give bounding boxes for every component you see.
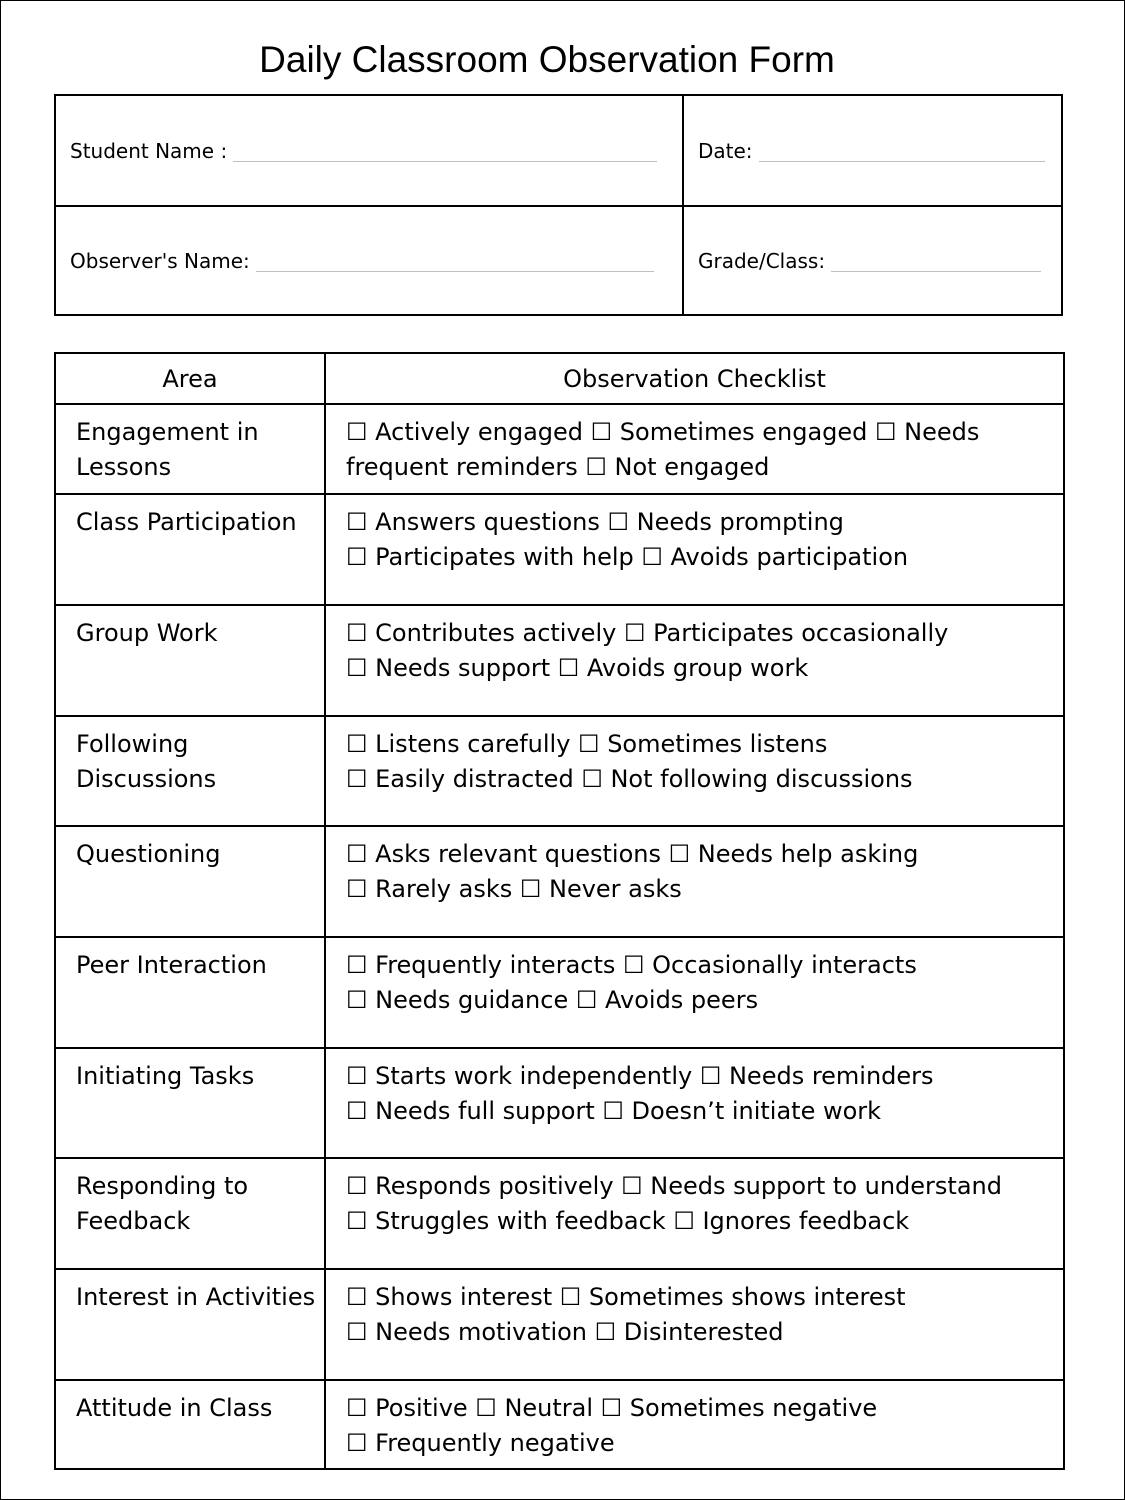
student-name-cell: [70, 96, 670, 205]
checklist-questioning-line1[interactable]: ☐ Asks relevant questions ☐ Needs help asking: [346, 840, 919, 868]
info-table: [54, 94, 1063, 316]
observation-table: [54, 352, 1065, 1470]
observer-name-label: Observer's Name:: [70, 248, 250, 273]
student-name-label: Student Name :: [70, 138, 228, 163]
checklist-following-discussions-line1[interactable]: ☐ Listens carefully ☐ Sometimes listens: [346, 730, 828, 758]
checklist-following-discussions-line2[interactable]: ☐ Easily distracted ☐ Not following discussions: [346, 765, 913, 793]
checklist-attitude-in-class-line1[interactable]: ☐ Positive ☐ Neutral ☐ Sometimes negative: [346, 1394, 878, 1422]
row-divider: [56, 1047, 1063, 1049]
checklist-interest-in-activities-line2[interactable]: ☐ Needs motivation ☐ Disinterested: [346, 1318, 784, 1346]
row-divider: [56, 1379, 1063, 1381]
table-column-divider: [324, 354, 326, 1468]
checklist-peer-interaction-line2[interactable]: ☐ Needs guidance ☐ Avoids peers: [346, 986, 759, 1014]
row-divider: [56, 604, 1063, 606]
form-title: Daily Classroom Observation Form: [259, 39, 835, 80]
date-cell: [698, 96, 1048, 205]
row-divider: [56, 715, 1063, 717]
checklist-questioning-line2[interactable]: ☐ Rarely asks ☐ Never asks: [346, 875, 682, 903]
checklist-interest-in-activities-line1[interactable]: ☐ Shows interest ☐ Sometimes shows interest: [346, 1283, 906, 1311]
row-divider: [56, 825, 1063, 827]
grade-class-cell: [698, 207, 1048, 314]
area-engagement-in-lessons: Engagement in Lessons: [76, 418, 259, 481]
row-divider: [56, 1268, 1063, 1270]
observer-name-field[interactable]: [256, 249, 654, 272]
date-field[interactable]: [759, 139, 1045, 162]
checklist-engagement-in-lessons[interactable]: ☐ Actively engaged ☐ Sometimes engaged ☐ Needs frequent reminders ☐ Not engaged: [346, 418, 980, 481]
checklist-group-work-line2[interactable]: ☐ Needs support ☐ Avoids group work: [346, 654, 809, 682]
grade-class-field[interactable]: [831, 249, 1041, 272]
checklist-class-participation-line1[interactable]: ☐ Answers questions ☐ Needs prompting: [346, 508, 844, 536]
student-name-field[interactable]: [233, 139, 657, 162]
area-questioning: Questioning: [76, 840, 221, 868]
area-following-discussions: Following Discussions: [76, 730, 217, 793]
header-area: Area: [162, 365, 218, 393]
area-group-work: Group Work: [76, 619, 218, 647]
checklist-attitude-in-class-line2[interactable]: ☐ Frequently negative: [346, 1429, 615, 1457]
row-divider: [56, 1157, 1063, 1159]
row-divider: [56, 493, 1063, 495]
checklist-responding-to-feedback-line1[interactable]: ☐ Responds positively ☐ Needs support to understand: [346, 1172, 1002, 1200]
grade-class-label: Grade/Class:: [698, 248, 826, 273]
row-divider: [56, 403, 1063, 405]
area-attitude-in-class: Attitude in Class: [76, 1394, 273, 1422]
checklist-initiating-tasks-line1[interactable]: ☐ Starts work independently ☐ Needs reminders: [346, 1062, 934, 1090]
area-responding-to-feedback: Responding to Feedback: [76, 1172, 249, 1235]
date-label: Date:: [698, 138, 753, 163]
area-class-participation: Class Participation: [76, 508, 297, 536]
area-interest-in-activities: Interest in Activities: [76, 1283, 316, 1311]
header-observation-checklist: Observation Checklist: [563, 365, 826, 393]
area-peer-interaction: Peer Interaction: [76, 951, 267, 979]
area-initiating-tasks: Initiating Tasks: [76, 1062, 255, 1090]
checklist-initiating-tasks-line2[interactable]: ☐ Needs full support ☐ Doesn’t initiate work: [346, 1097, 882, 1125]
checklist-responding-to-feedback-line2[interactable]: ☐ Struggles with feedback ☐ Ignores feedback: [346, 1207, 910, 1235]
checklist-peer-interaction-line1[interactable]: ☐ Frequently interacts ☐ Occasionally interacts: [346, 951, 917, 979]
checklist-class-participation-line2[interactable]: ☐ Participates with help ☐ Avoids participation: [346, 543, 909, 571]
observer-name-cell: [70, 207, 670, 314]
row-divider: [56, 936, 1063, 938]
checklist-group-work-line1[interactable]: ☐ Contributes actively ☐ Participates occasionally: [346, 619, 949, 647]
